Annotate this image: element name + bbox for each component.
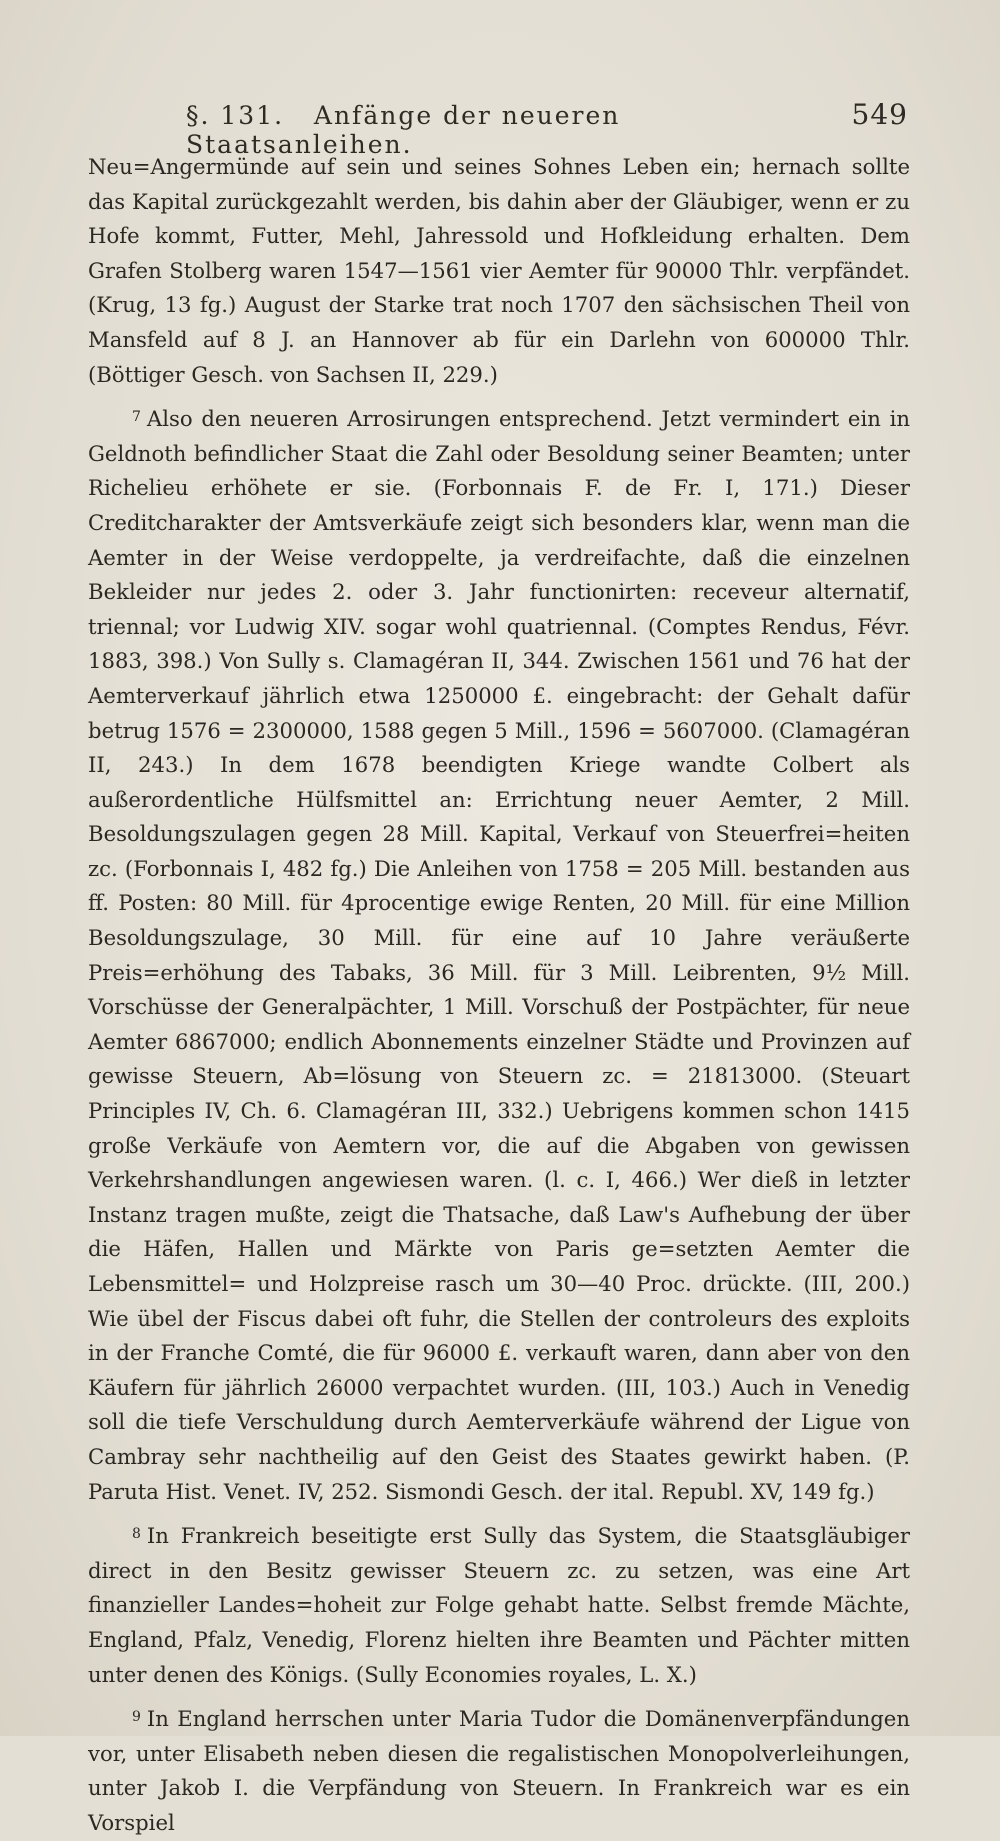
paragraph-text: Also den neueren Arrosirungen entsprechend. Jetzt vermindert ein in Geldnoth befindlicher Staat die Zahl oder Besoldung seiner Beamten; unter Richelieu erhöhete er sie. (Forbonnais F. de Fr. I, 171.) Dieser Creditcharakter der Amtsverkäufe zeigt sich besonders klar, wenn man die Aemter in der Weise verdoppelte, ja verdreifachte, daß die einzelnen Bekleider nur jedes 2. oder 3. Jahr functionirten: receveur alternatif, triennal; vor Ludwig XIV. sogar wohl quatriennal. (Comptes Rendus, Févr. 1883, 398.) Von Sully s. Clamagéran II, 344. Zwischen 1561 und 76 hat der Aemterverkauf jährlich etwa 1250000 £. eingebracht: der Gehalt dafür betrug 1576 = 2300000, 1588 gegen 5 Mill., 1596 = 5607000. (Clamagéran II, 243.) In dem 1678 beendigten Kriege wandte Colbert als außerordentliche Hülfsmittel an: Errichtung neuer Aemter, 2 Mill. Besoldungszulagen gegen 28 Mill. Kapital, Verkauf von Steuerfrei=heiten zc. (Forbonnais I, 482 fg.) Die Anleihen von 1758 = 205 Mill. bestanden aus ff. Posten: 80 Mill. für 4procentige ewige Renten, 20 Mill. für eine Million Besoldungszulage, 30 Mill. für eine auf 10 Jahre veräußerte Preis=erhöhung des Tabaks, 36 Mill. für 3 Mill. Leibrenten, 9½ Mill. Vorschüsse der Generalpächter, 1 Mill. Vorschuß der Postpächter, für neue Aemter 6867000; endlich Abonnements einzelner Städte und Provinzen auf gewisse Steuern, Ab=lösung von Steuern zc. = 21813000. (Steuart Principles IV, Ch. 6. Clamagéran III, 332.) Uebrigens kommen schon 1415 große Verkäufe von Aemtern vor, die auf die Abgaben von gewissen Verkehrshandlungen angewiesen waren. (l. c. I, 466.) Wer dieß in letzter Instanz tragen mußte, zeigt die Thatsache, daß Law's Aufhebung der über die Häfen, Hallen und Märkte von Paris ge=setzten Aemter die Lebensmittel= und Holzpreise rasch um 30—40 Proc. drückte. (III, 200.) Wie übel der Fiscus dabei oft fuhr, die Stellen der controleurs des exploits in der Franche Comté, die für 96000 £. verkauft waren, dann aber von den Käufern für jährlich 26000 verpachtet wurden. (III, 103.) Auch in Venedig soll die tiefe Verschuldung durch Aemterverkäufe während der Ligue von Cambray sehr nachtheilig auf den Geist des Staates gewirkt haben. (P. Paruta Hist. Venet. IV, 252. Sismondi Gesch. der ital. Republ. XV, 149 fg.) <box>88 406 910 1504</box>
footnote-8 <box>88 1517 910 1692</box>
paragraph-text: In England herrschen unter Maria Tudor die Domänenverpfändungen vor, unter Elisabeth neben diesen die regalistischen Monopolverleihungen, unter Jakob I. die Verpfändung von Steuern. In Frankreich war es ein Vorspiel <box>88 1706 910 1835</box>
running-header <box>186 98 908 159</box>
chapter-title: Anfänge der neueren Staatsanleihen. <box>186 101 621 159</box>
footnote-marker: 7 <box>132 409 141 426</box>
footnote-text-block <box>88 150 910 1841</box>
footnote-9 <box>88 1700 910 1840</box>
section-number: §. 131. <box>186 101 285 130</box>
footnote-marker: 8 <box>132 1526 141 1543</box>
page-number: 549 <box>851 98 908 131</box>
paragraph-text: In Frankreich beseitigte erst Sully das System, die Staatsgläubiger direct in den Besitz gewisser Steuern zc. zu setzen, was eine Art finanzieller Landes=hoheit zur Folge gehabt hatte. Selbst fremde Mächte, England, Pfalz, Venedig, Florenz hielten ihre Beamten und Pächter mitten unter denen des Königs. (Sully Economies royales, L. X.) <box>88 1523 910 1687</box>
footnote-marker: 9 <box>132 1709 141 1726</box>
footnote-7 <box>88 400 910 1509</box>
footnote-continuation <box>88 150 910 392</box>
paragraph-text: Neu=Angermünde auf sein und seines Sohnes Leben ein; hernach sollte das Kapital zurückgezahlt werden, bis dahin aber der Gläubiger, wenn er zu Hofe kommt, Futter, Mehl, Jahressold und Hofkleidung erhalten. Dem Grafen Stolberg waren 1547—1561 vier Aemter für 90000 Thlr. verpfändet. (Krug, 13 fg.) August der Starke trat noch 1707 den sächsischen Theil von Mansfeld auf 8 J. an Hannover ab für ein Darlehn von 600000 Thlr. (Böttiger Gesch. von Sachsen II, 229.) <box>88 154 910 387</box>
